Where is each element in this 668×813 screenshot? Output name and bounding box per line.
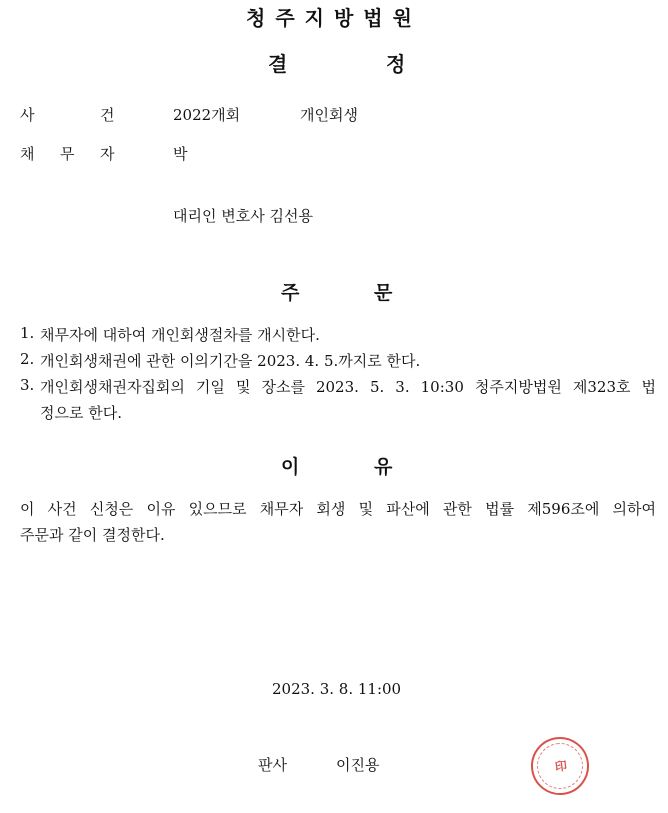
debtor-label-3: 자 [100, 145, 115, 163]
order-item-num: 3. [20, 376, 35, 394]
order-item [20, 376, 656, 396]
reason-heading-right: 유 [374, 456, 393, 478]
decision-date: 2023. 3. 8. 11:00 [272, 680, 402, 698]
judge-title: 판사 [258, 756, 287, 774]
order-item-num: 1. [20, 324, 35, 342]
order-item-text: 개인회생채권자집회의 기일 및 장소를 2023. 5. 3. 10:30 청주지방법원 제323호 법 [40, 378, 656, 396]
order-item [20, 350, 656, 370]
order-item-text: 채무자에 대하여 개인회생절차를 개시한다. [40, 326, 320, 344]
doc-type-left: 결 [268, 52, 288, 76]
reason-line-1: 이 사건 신청은 이유 있으므로 채무자 회생 및 파산에 관한 법률 제596조에 의하여 [20, 500, 656, 518]
order-item-num: 2. [20, 350, 35, 368]
order-item-text: 개인회생채권에 관한 이의기간을 2023. 4. 5.까지로 한다. [40, 352, 421, 370]
judge-seal-icon [527, 733, 593, 799]
order-item-continuation [20, 402, 656, 422]
court-name: 청주지방법원 [246, 6, 422, 30]
order-heading-right: 문 [374, 282, 393, 304]
judge-seal-inner: 印 [534, 740, 586, 792]
agent: 대리인 변호사 김선용 [173, 207, 313, 225]
order-heading-left: 주 [281, 282, 300, 304]
debtor-label-2: 무 [60, 145, 75, 163]
debtor-label-1: 채 [20, 145, 35, 163]
case-label-1: 사 [20, 106, 35, 124]
order-item [20, 324, 656, 344]
reason-line-2: 주문과 같이 결정한다. [20, 526, 165, 544]
doc-type-right: 정 [386, 52, 406, 76]
order-item-text-cont: 정으로 한다. [40, 404, 122, 422]
case-label-2: 건 [100, 106, 115, 124]
case-number: 2022개회 [173, 106, 241, 124]
case-name: 개인회생 [300, 106, 358, 124]
debtor-name: 박 [173, 145, 188, 163]
judge-name: 이진용 [336, 756, 380, 774]
reason-heading-left: 이 [281, 456, 300, 478]
